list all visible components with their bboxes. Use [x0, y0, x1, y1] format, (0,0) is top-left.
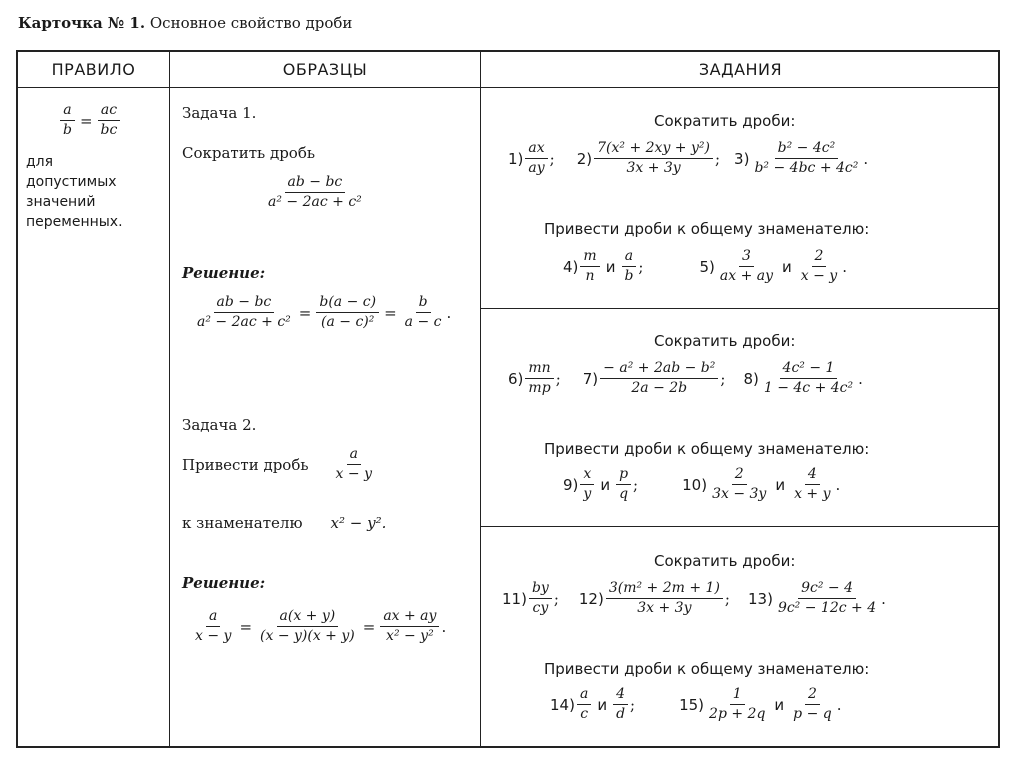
task2-title: Задача 2.: [182, 416, 257, 434]
reduce-title: Сократить дроби:: [654, 112, 796, 130]
common-denominator-title: Привести дроби к общему знаменателю:: [544, 660, 870, 678]
rule-formula: $\frac{a}{b}$ = $\frac{ac}{bc}$: [58, 102, 122, 139]
task-block-divider: [480, 526, 998, 527]
task2-solution: $\frac{a}{x - y}$ = $\frac{a(x + y)}{(x - y)(x + y)}$ = $\frac{ax + ay}{\text{x² − y²}}$ .: [195, 608, 447, 644]
reduce-row: 6) $\frac{mn}{mp}$ ; 7) $\frac{\text{− a² + 2ab − b²}}{2a - 2b}$ ; 8) $\frac{\text{4c² − 1}}{\text{1 − 4c + 4c²}}$ .: [508, 360, 863, 396]
column-divider: [480, 52, 481, 746]
common-denominator-row: 9) $\frac{x}{y}$ и $\frac{p}{q}$ ; 10) $\frac{2}{3x - 3y}$ и $\frac{4}{x + y}$ .: [563, 466, 841, 502]
common-denominator-row: 4) $\frac{m}{n}$ и $\frac{a}{b}$ ; 5) $\frac{3}{ax + ay}$ и $\frac{2}{x - y}$ .: [563, 248, 847, 284]
card-topic: Основное свойство дроби: [149, 14, 353, 32]
column-divider: [169, 52, 170, 746]
task1-title: Задача 1.: [182, 104, 257, 122]
card-title: [18, 14, 352, 32]
common-denominator-row: 14) $\frac{a}{c}$ и $\frac{4}{d}$ ; 15) $\frac{1}{2p + 2q}$ и $\frac{2}{p - q}$ .: [550, 686, 842, 722]
task-block-divider: [480, 308, 998, 309]
worksheet-table: [16, 50, 1000, 748]
task1-solution-label: Решение:: [182, 264, 266, 282]
fraction: $\frac{ac}{bc}$: [98, 102, 121, 139]
common-denominator-title: Привести дроби к общему знаменателю:: [544, 220, 870, 238]
reduce-title: Сократить дроби:: [654, 332, 796, 350]
common-denominator-title: Привести дроби к общему знаменателю:: [544, 440, 870, 458]
task1-solution: $\frac{ab - bc}{\text{a² − 2ac + c²}}$ = $\frac{b(a - c)}{\text{(a − c)²}}$ = $\frac{b}{a - c}$ .: [197, 294, 452, 330]
task2-statement: Привести дробь $\frac{a}{x - y}$: [182, 446, 372, 482]
reduce-row: 11) $\frac{by}{cy}$ ; 12) $\frac{\text{3(m² + 2m + 1)}}{3x + 3y}$ ; 13) $\frac{\text{9c² − 4}}{\text{9c² − 12c + 4}}$ .: [502, 580, 886, 616]
column-header-rule: ПРАВИЛО: [51, 60, 136, 79]
column-header-tasks: ЗАДАНИЯ: [698, 60, 783, 79]
fraction: $\frac{a}{b}$: [60, 102, 75, 139]
reduce-row: 1) $\frac{ax}{ay}$ ; 2) $\frac{\text{7(x² + 2xy + y²)}}{3x + 3y}$ ; 3) $\frac{\text{b² − 4c²}}{\text{b² − 4bc + 4c²}}$ .: [508, 140, 869, 176]
reduce-title: Сократить дроби:: [654, 552, 796, 570]
task1-text: Сократить дробь: [182, 144, 316, 162]
column-header-samples: ОБРАЗЦЫ: [282, 60, 368, 79]
card-number: Карточка № 1.: [18, 14, 146, 32]
task1-fraction: $\frac{ab - bc}{\text{a² − 2ac + c²}}$: [268, 174, 362, 210]
header-divider: [18, 87, 998, 88]
task2-solution-label: Решение:: [182, 574, 266, 592]
rule-condition: для допустимых значений переменных.: [26, 154, 123, 230]
task2-target: к знаменателю x² − y².: [182, 514, 387, 532]
